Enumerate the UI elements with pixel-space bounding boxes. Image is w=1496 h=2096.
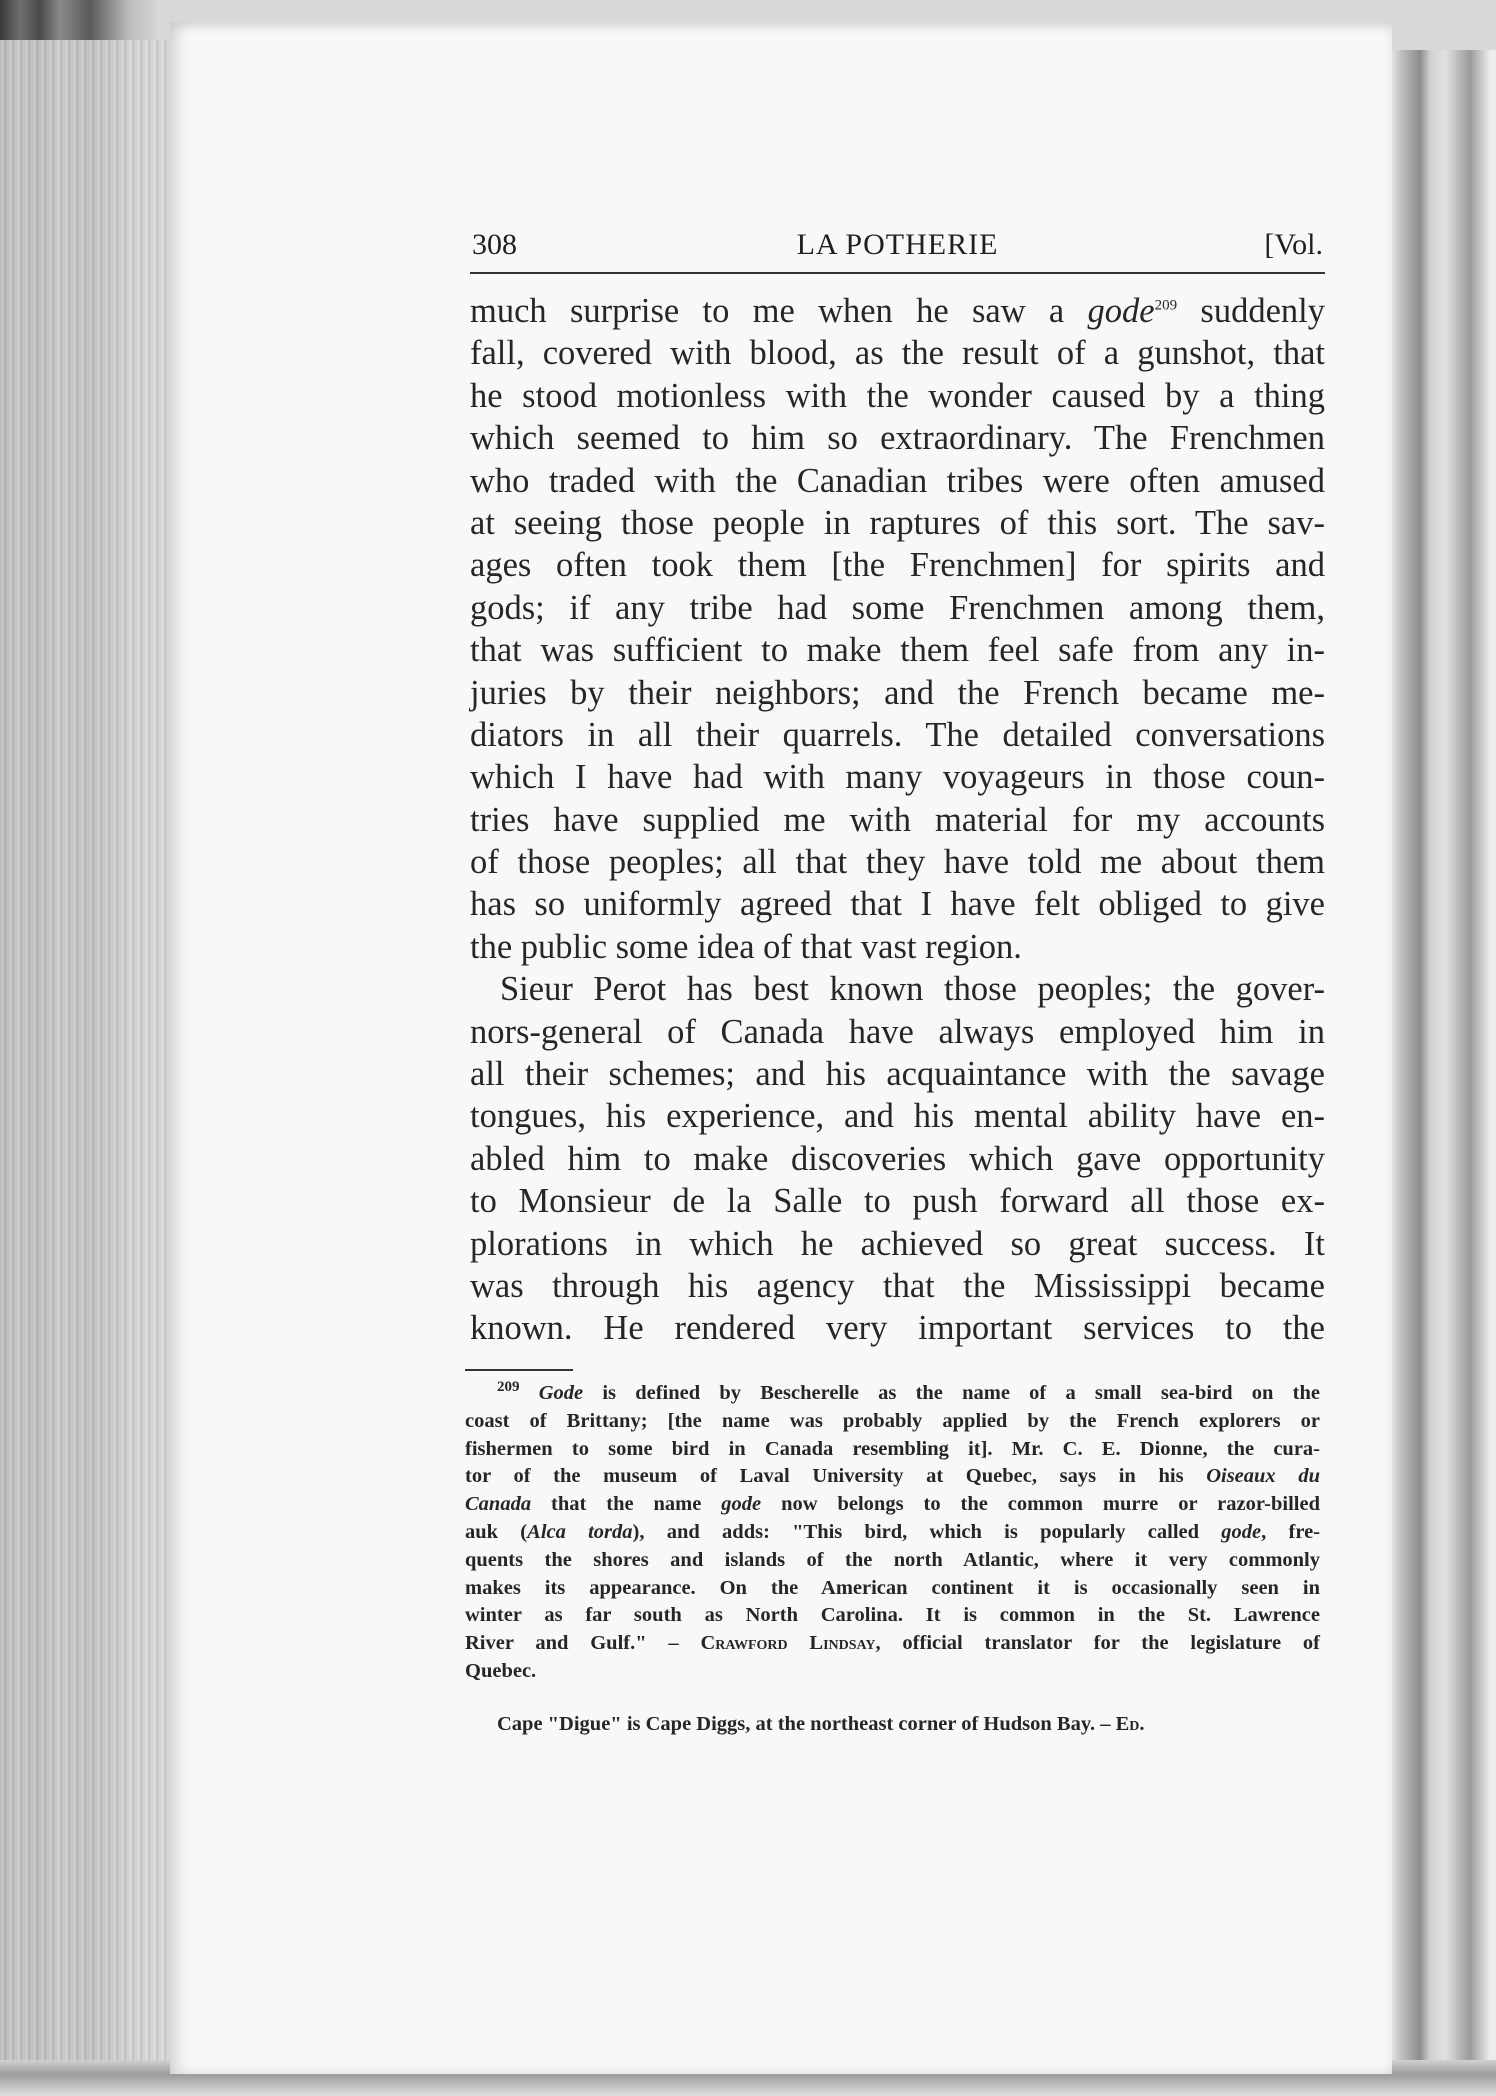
text-line: abled him to make discoveries which gave opportunity [470,1139,1325,1178]
text-line: nors-general of Canada have always employed him in [470,1012,1325,1051]
footnote-line: tor of the museum of Laval University at Quebec, says in his Oiseaux du [465,1465,1320,1488]
footnote-line: Canada that the name gode now belongs to the common murre or razor-billed [465,1493,1320,1516]
text-line: who traded with the Canadian tribes were often amused [470,461,1325,500]
text-line: tries have supplied me with material for my accounts [470,800,1325,839]
footnote-line: winter as far south as North Carolina. It is common in the St. Lawrence [465,1604,1320,1627]
footnote-line: River and Gulf." – Crawford Lindsay, official translator for the legislature of [465,1632,1320,1655]
text-line: ages often took them [the Frenchmen] for spirits and [470,546,1325,585]
text-line: the public some idea of that vast region. [470,927,1022,966]
text-line: all their schemes; and his acquaintance with the savage [470,1055,1325,1094]
footnote-line: Quebec. [465,1659,537,1682]
footnote-line: fishermen to some bird in Canada resembling it]. Mr. C. E. Dionne, the cura- [465,1437,1320,1460]
main-text [470,290,1325,1350]
footnote-line: auk (Alca torda), and adds: "This bird, which is popularly called gode, fre- [465,1520,1320,1543]
footnote-line: makes its appearance. On the American continent it is occasionally seen in [465,1576,1320,1599]
text-line: fall, covered with blood, as the result of a gunshot, that [470,334,1325,373]
text-line: much surprise to me when he saw a gode$^{209}$ suddenly [470,292,1326,330]
text-line: has so uniformly agreed that I have felt obliged to give [470,885,1325,924]
volume-marker: [Vol. [1264,228,1323,261]
right-page-edges [1390,50,1496,2096]
page-number: 308 [472,228,517,261]
text-line: known. He rendered very important services to the [470,1309,1325,1348]
text-line: plorations in which he achieved so great success. It [470,1224,1325,1263]
running-header [470,228,1325,274]
text-line: of those peoples; all that they have told me about them [470,843,1325,882]
footnote-line: coast of Brittany; [the name was probably applied by the French explorers or [465,1409,1320,1432]
text-line: that was sufficient to make them feel safe from any in- [470,631,1325,670]
text-line: Sieur Perot has best known those peoples; the gover- [500,970,1325,1009]
running-title: LA POTHERIE [796,228,999,261]
text-line: at seeing those people in raptures of this sort. The sav- [470,503,1325,542]
text-line: tongues, his experience, and his mental ability have en- [470,1097,1325,1136]
footnote-line: quents the shores and islands of the north Atlantic, where it very commonly [465,1548,1320,1571]
text-line: which I have had with many voyageurs in those coun- [470,758,1325,797]
text-line: he stood motionless with the wonder caused by a thing [470,376,1325,415]
footnote-rule [465,1369,573,1371]
text-line: gods; if any tribe had some Frenchmen among them, [470,588,1325,627]
text-line: was through his agency that the Mississippi became [470,1266,1325,1305]
footnote-line: $^{209}$ Gode is defined by Bescherelle as the name of a small sea-bird on the [497,1379,1320,1404]
footnote-ref: 209 [1154,297,1178,314]
text-line: which seemed to him so extraordinary. The Frenchmen [470,419,1325,458]
editor-note: Cape "Digue" is Cape Diggs, at the northeast corner of Hudson Bay. – Ed. [497,1713,1145,1735]
left-page-edges [0,40,175,2096]
text-line: to Monsieur de la Salle to push forward all those ex- [470,1182,1325,1221]
text-line: diators in all their quarrels. The detailed conversations [470,715,1325,754]
text-line: juries by their neighbors; and the French became me- [470,673,1325,712]
footnote-209 [465,1380,1320,1686]
